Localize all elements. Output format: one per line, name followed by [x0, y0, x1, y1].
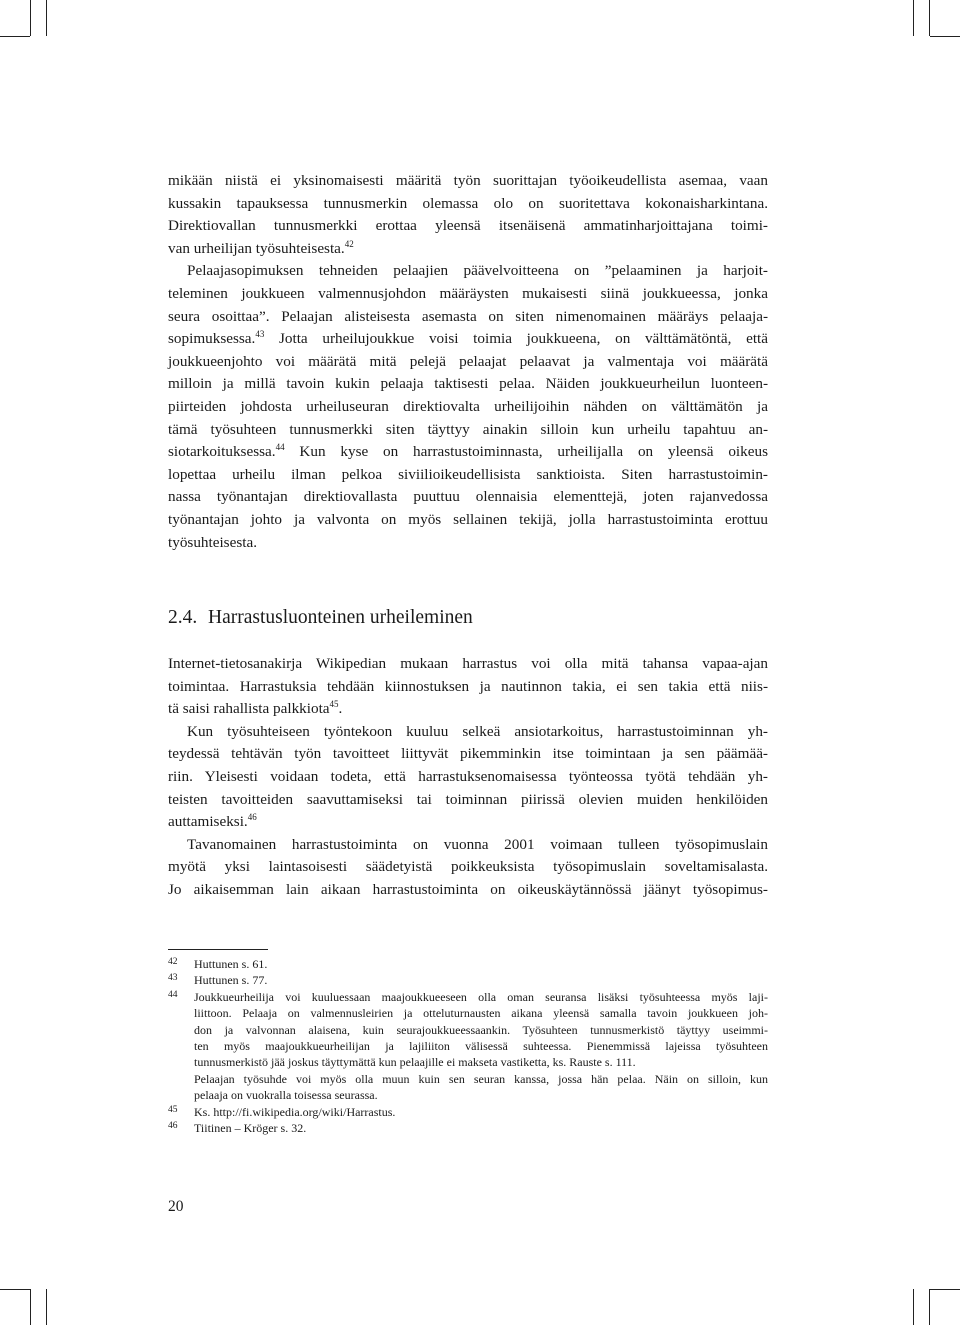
footnote-text [194, 989, 768, 1104]
text-line: Pelaajan työsuhde voi myös olla muun kuin sen seuran kanssa, jossa hän pelaa. Näin on silloin, kun [194, 1071, 768, 1086]
text-line: tunnusmerkistö jää joskus täyttymättä kun pelaajille ei makseta vastiketta, ks. Rauste s. 111. [194, 1055, 636, 1070]
crop-mark [929, 0, 930, 36]
text-line: teydessä tehtävän työn tavoitteet liittyvät pikemminkin itse toimintaan ja sen päämää- [168, 745, 768, 763]
crop-mark [913, 1289, 914, 1325]
text-line: teisten tavoitteiden saavuttamiseksi tai toiminnan piirissä olevien muiden henkilöiden [168, 790, 768, 808]
crop-mark [0, 36, 30, 37]
text-span: auttamiseksi. [168, 813, 248, 831]
footnote [168, 956, 768, 972]
footnote-text: Tiitinen – Kröger s. 32. [194, 1121, 307, 1136]
text-line: Direktiovallan tunnusmerkki erottaa yleensä itsenäisenä ammatinharjoittajana toimi- [168, 217, 768, 235]
crop-mark [930, 1289, 960, 1290]
paragraph [168, 834, 768, 902]
section-heading [168, 606, 768, 630]
body-text [168, 170, 768, 554]
footnote-number: 43 [168, 973, 178, 984]
text-span: van urheilijan työsuhteisesta. [168, 239, 345, 257]
footnote-text: Ks. http://fi.wikipedia.org/wiki/Harrastus. [194, 1104, 396, 1119]
text-line: ten myös maajoukkueurheilijan ja lajiliiton välisessä suhteessa. Pienemmissä lajeissa työsuhteen [194, 1039, 768, 1054]
crop-mark [929, 1289, 930, 1325]
text-line: nassa työnantajan direktiovallasta puuttuu olennaisia elementtejä, joten rajanvedossa [168, 488, 768, 506]
footnote-number: 46 [168, 1121, 178, 1132]
text-line: Pelaajasopimuksen tehneiden pelaajien päävelvoitteena on ”pelaaminen ja harjoit- [187, 262, 768, 280]
text-line [168, 328, 768, 351]
text-line [168, 441, 768, 464]
footnote-ref[interactable]: 43 [255, 329, 265, 340]
text-span: Jotta urheilujoukkue voisi toimia joukkueena, on välttämätöntä, että [264, 330, 768, 348]
text-line: pelaaja on vuokralla toisessa seurassa. [194, 1088, 378, 1103]
text-line: piirteiden johdosta urheiluseuran direktiovalta urheilijoihin nähden on välttämätön ja [168, 397, 768, 415]
footnotes [168, 956, 768, 1136]
footnote-ref[interactable]: 42 [344, 238, 354, 249]
footnote-number: 44 [168, 989, 178, 1000]
paragraph [168, 260, 768, 554]
footnote [168, 989, 768, 1104]
crop-mark [0, 1289, 30, 1290]
text-line: Jo aikaisemman lain aikaan harrastustoiminta on oikeuskäytännössä jäänyt työsopimus- [168, 880, 768, 898]
crop-mark [30, 1289, 31, 1325]
footnote [168, 1120, 768, 1136]
text-line: tämä työsuhteen tunnusmerkki siten täyttyy ainakin silloin kun urheilu tapahtuu an- [168, 420, 768, 438]
text-line: mikään niistä ei yksinomaisesti määritä työn suorittajan työoikeudellista asemaa, vaan [168, 172, 768, 189]
footnote-text: Huttunen s. 77. [194, 973, 268, 988]
footnote [168, 972, 768, 988]
text-line: työsuhteisesta. [168, 533, 258, 551]
footnote [168, 1104, 768, 1120]
footnote-divider [168, 949, 268, 950]
text-line: riin. Yleisesti voidaan todeta, että harrastuksenomaisessa työnteossa työtä tehdään yh- [168, 767, 768, 785]
text-line: Internet-tietosanakirja Wikipedian mukaan harrastus voi olla mitä tahansa vapaa-ajan [168, 655, 768, 672]
footnote-text: Huttunen s. 61. [194, 957, 268, 971]
text-line: myötä yksi laintasoisesti säädetyistä poikkeuksista työsopimuslain soveltamisalasta. [168, 858, 768, 876]
crop-mark [30, 0, 31, 36]
text-line: Joukkueurheilija voi kuuluessaan maajoukkueeseen olla oman seuransa lisäksi työsuhteessa myös laji- [194, 989, 768, 1004]
section-number: 2.4. [168, 607, 198, 628]
text-span: sopimuksessa. [168, 330, 256, 348]
text-line: don ja valvonnan alaisena, kuin seurajoukkueessaankin. Työsuhteen tunnusmerkistö täyttyy useimmi- [194, 1022, 768, 1037]
text-span: Kun kyse on harrastustoiminnasta, urheilijalla on yleensä oikeus [284, 443, 768, 461]
text-line: Kun työsuhteiseen työntekoon kuuluu selkeä ansiotarkoitus, harrastustoiminnan yh- [187, 722, 768, 740]
crop-mark [930, 36, 960, 37]
text-line [168, 811, 768, 834]
text-line: milloin ja millä tavoin kukin pelaaja taktisesti pelaa. Näiden joukkueurheilun luonteen- [168, 375, 768, 393]
text-line: lopettaa urheilu ilman pelkoa siviilioikeudellisista sanktioista. Siten harrastustoimin- [168, 465, 768, 483]
text-line: työnantajan johto ja valvonta on myös sellainen tekijä, jolla harrastustoiminta erottuu [168, 510, 768, 528]
footnote-ref[interactable]: 46 [247, 812, 257, 823]
text-line: joukkueenjohto voi määrätä mitä pelejä pelaajat pelaavat ja valmentaja voi määrätä [168, 352, 768, 370]
text-span: tä saisi rahallista palkkiota [168, 700, 330, 718]
footnote-number: 45 [168, 1104, 178, 1115]
text-span: . [338, 700, 343, 718]
page-number: 20 [168, 1198, 184, 1215]
crop-mark [46, 0, 47, 36]
section-body [168, 653, 768, 902]
footnote-number: 42 [168, 957, 178, 967]
text-line [168, 698, 768, 721]
text-line: teleminen joukkueen valmennusjohdon määräysten mukaisesti siinä joukkueessa, jonka [168, 284, 768, 302]
paragraph [168, 170, 768, 260]
crop-mark [913, 0, 914, 36]
text-line: toimintaa. Harrastuksia tehdään kiinnostuksen ja nautinnon takia, ei sen takia että niis- [168, 677, 768, 695]
text-span: siotarkoituksessa. [168, 443, 276, 461]
text-line: kussakin tapauksessa tunnusmerkin olemassa olo on suoritettava kokonaisharkintana. [168, 194, 768, 212]
text-line [168, 238, 768, 261]
text-line: seura osoittaa”. Pelaajan alisteisesta asemasta on siten nimenomainen määräys pelaaja- [168, 307, 768, 325]
footnote-ref[interactable]: 45 [329, 699, 339, 710]
footnote-ref[interactable]: 44 [275, 442, 285, 453]
section-title: Harrastusluonteinen urheileminen [208, 607, 473, 628]
paragraph [168, 721, 768, 834]
text-line: Tavanomainen harrastustoiminta on vuonna 2001 voimaan tulleen työsopimuslain [187, 835, 768, 853]
paragraph [168, 653, 768, 721]
crop-mark [46, 1289, 47, 1325]
text-line: liittoon. Pelaaja on valmennusleirien ja otteluturnausten aikana yleensä samalla tavoin joukkueen joh- [194, 1006, 768, 1021]
